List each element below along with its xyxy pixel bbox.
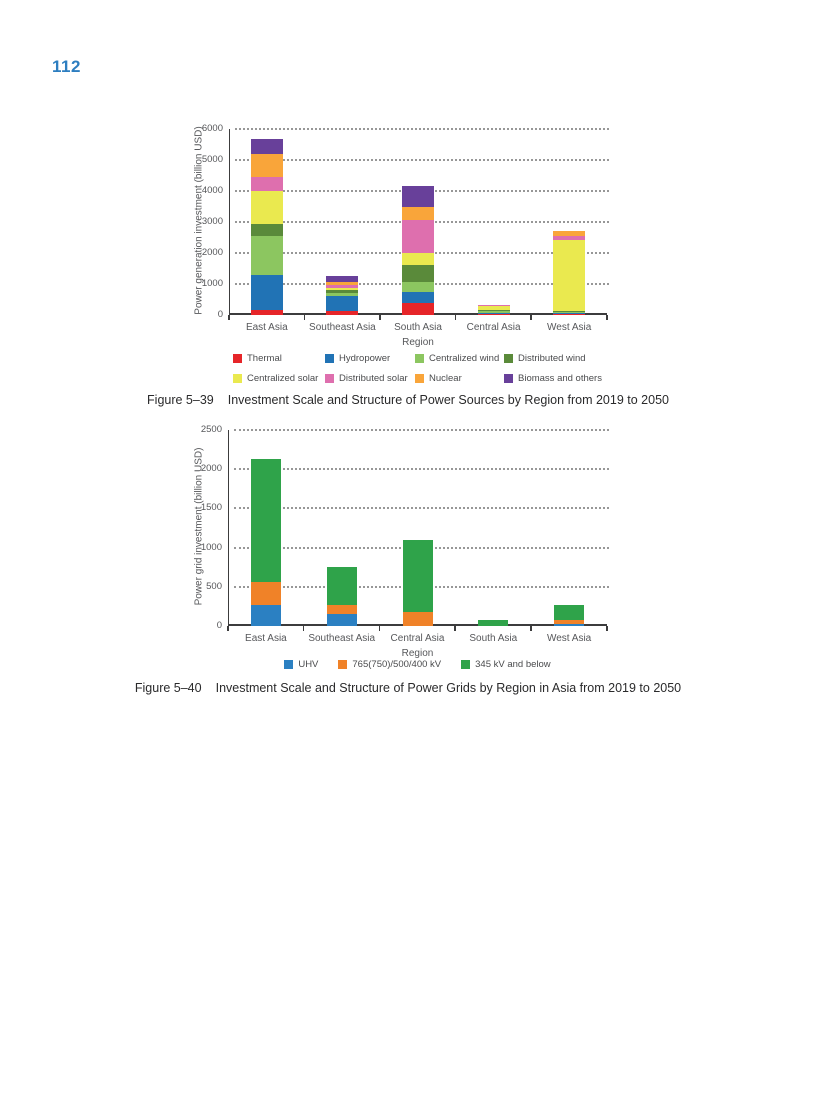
y-axis-label: Power grid investment (billion USD) [193,447,205,606]
legend-item-765-750-500-400-kv [338,659,441,670]
bar-segment-345-kv-and-below [403,540,433,612]
bar-segment-uhv [554,624,584,626]
y-tick-label-1000: 1000 [201,278,223,289]
legend-label: Distributed wind [518,353,586,364]
x-tick-mark [530,626,532,631]
legend-label: 345 kV and below [475,659,551,670]
y-tick-label-1500: 1500 [200,502,222,514]
y-tick-label-3000: 3000 [201,216,223,227]
x-category-label: Southeast Asia [309,322,376,333]
legend-label: UHV [298,659,319,670]
x-tick-mark [303,626,305,631]
bar-segment-765-750-500-400-kv [403,612,433,626]
y-tick-label-500: 500 [206,580,222,592]
bar-segment-765-750-500-400-kv [251,582,281,605]
gridline-1500 [234,507,609,509]
legend-item-345-kv-and-below [461,659,551,670]
bar-segment-uhv [251,605,281,626]
figure-5-40-caption-title: Investment Scale and Structure of Power Grids by Region in Asia from 2019 to 2050 [215,681,682,695]
x-tick-mark [454,626,456,631]
x-axis-label: Region [401,648,434,659]
y-tick-label-1000: 1000 [200,541,222,553]
x-axis-label: Region [402,337,434,348]
x-tick-mark [606,626,608,631]
figure-5-40-caption-label: Figure 5–40 [134,681,202,695]
figure-5-39-caption-label: Figure 5–39 [147,393,214,407]
x-category-label: South Asia [394,322,442,333]
y-tick-label-4000: 4000 [201,185,223,196]
x-category-label: East Asia [245,322,288,333]
legend-label: Centralized wind [429,353,500,364]
x-category-label: West Asia [547,322,592,333]
x-category-label: East Asia [245,633,287,644]
legend-color-chip [461,660,470,669]
x-category-label: Central Asia [466,322,521,333]
legend-color-chip [338,660,347,669]
y-tick-label-2000: 2000 [201,247,223,258]
figure-5-40-caption [8,681,808,695]
legend-label: 765(750)/500/400 kV [352,659,442,670]
y-tick-label-0: 0 [217,309,223,320]
legend-item-uhv [284,659,318,670]
legend-row [228,659,607,670]
bar-segment-345-kv-and-below [554,605,584,620]
y-tick-label-2500: 2500 [200,424,222,435]
legend-color-chip [284,660,293,669]
legend-label: Nuclear [429,373,462,384]
y-axis-label: Power generation investment (billion USD) [193,126,205,315]
y-tick-label-0: 0 [216,620,222,631]
gridline-2500 [234,429,609,431]
x-tick-mark [379,626,381,631]
page-number: 112 [52,57,81,76]
legend-label: Centralized solar [247,373,319,384]
gridline-2000 [234,468,609,470]
legend-label: Biomass and others [518,373,602,384]
y-tick-label-6000: 6000 [201,123,223,134]
x-category-label: South Asia [469,633,518,644]
x-category-label: Southeast Asia [308,633,376,644]
y-tick-label-5000: 5000 [201,154,223,165]
legend-label: Thermal [247,353,282,364]
bar-segment-765-750-500-400-kv [554,620,584,624]
bar-segment-345-kv-and-below [251,459,281,582]
bar-segment-765-750-500-400-kv [327,605,357,614]
bar-segment-345-kv-and-below [327,567,357,605]
x-tick-mark [227,626,229,631]
y-tick-label-2000: 2000 [200,463,222,475]
bar-segment-345-kv-and-below [478,620,508,626]
figure-5-39-caption-title: Investment Scale and Structure of Power Sources by Region from 2019 to 2050 [227,393,669,407]
legend-label: Distributed solar [339,373,408,384]
x-category-label: Central Asia [390,633,445,644]
x-category-label: West Asia [546,633,592,644]
legend-label: Hydropower [339,353,391,364]
figure-5-39-caption [8,393,808,407]
bar-segment-uhv [327,614,357,626]
